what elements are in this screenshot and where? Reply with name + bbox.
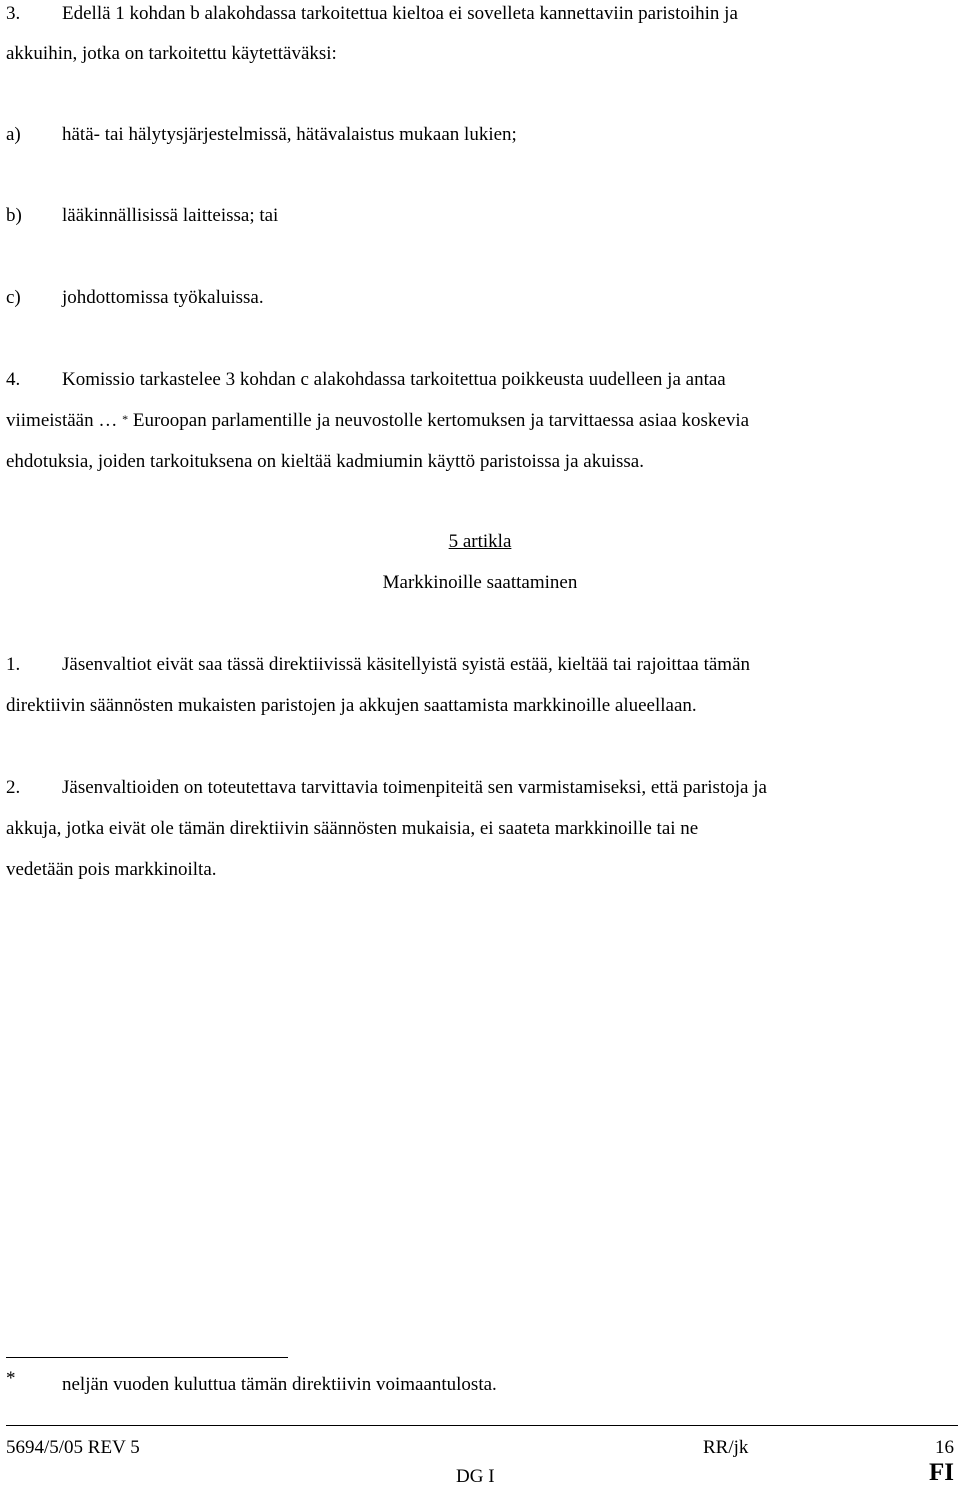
paragraph-text: Komissio tarkastelee 3 kohdan c alakohdassa tarkoitettua poikkeusta uudelleen ja antaa [62, 369, 726, 390]
paragraph-number: 1. [6, 654, 21, 675]
footnote-reference: * [122, 412, 129, 426]
paragraph-text: Jäsenvaltioiden on toteutettava tarvittavia toimenpiteitä sen varmistamiseksi, että paristoja ja [62, 777, 767, 798]
list-item-text: lääkinnällisissä laitteissa; tai [62, 205, 279, 226]
article-number [0, 530, 960, 554]
footer-dg: DG I [456, 1466, 495, 1487]
paragraph-text: Jäsenvaltiot eivät saa tässä direktiivissä käsitellyistä syistä estää, kieltää tai rajoittaa tämän [62, 654, 750, 675]
paragraph-text: viimeistään … [6, 410, 123, 431]
footnote-marker: * [6, 1368, 16, 1389]
list-item-label: c) [6, 287, 21, 308]
article-paragraph-2-line-2: akkuja, jotka eivät ole tämän direktiivin säännösten mukaisia, ei saateta markkinoille tai ne [6, 818, 699, 839]
footer-language: FI [929, 1459, 954, 1486]
paragraph-4-line-2 [6, 409, 749, 434]
footnote-text: neljän vuoden kuluttua tämän direktiivin voimaantulosta. [62, 1374, 497, 1395]
footer-initials: RR/jk [703, 1437, 749, 1458]
paragraph-text: Edellä 1 kohdan b alakohdassa tarkoitettua kieltoa ei sovelleta kannettaviin paristoihin ja [62, 3, 738, 24]
article-paragraph-1-line-2: direktiivin säännösten mukaisten paristojen ja akkujen saattamista markkinoille alueellaan. [6, 695, 697, 716]
footer-doc-ref: 5694/5/05 REV 5 [6, 1437, 140, 1458]
list-item-label: b) [6, 205, 22, 226]
paragraph-3-line-2: akkuihin, jotka on tarkoitettu käytettäväksi: [6, 43, 337, 64]
footer-rule [6, 1425, 958, 1426]
paragraph-number: 4. [6, 369, 21, 390]
list-item-text: johdottomissa työkaluissa. [62, 287, 264, 308]
paragraph-text: Euroopan parlamentille ja neuvostolle kertomuksen ja tarvittaessa asiaa koskevia [128, 410, 750, 431]
paragraph-4-line-3: ehdotuksia, joiden tarkoituksena on kieltää kadmiumin käyttö paristoissa ja akuissa. [6, 451, 644, 472]
article-paragraph-2-line-3: vedetään pois markkinoilta. [6, 859, 217, 880]
article-title: Markkinoille saattaminen [382, 572, 578, 593]
paragraph-number: 2. [6, 777, 21, 798]
footnote-separator [6, 1357, 288, 1358]
list-item-label: a) [6, 124, 21, 145]
list-item-text: hätä- tai hälytysjärjestelmissä, hätävalaistus mukaan lukien; [62, 124, 517, 145]
footer-page-number: 16 [935, 1437, 954, 1458]
article-number-text: 5 artikla [448, 531, 512, 552]
paragraph-number: 3. [6, 3, 21, 24]
